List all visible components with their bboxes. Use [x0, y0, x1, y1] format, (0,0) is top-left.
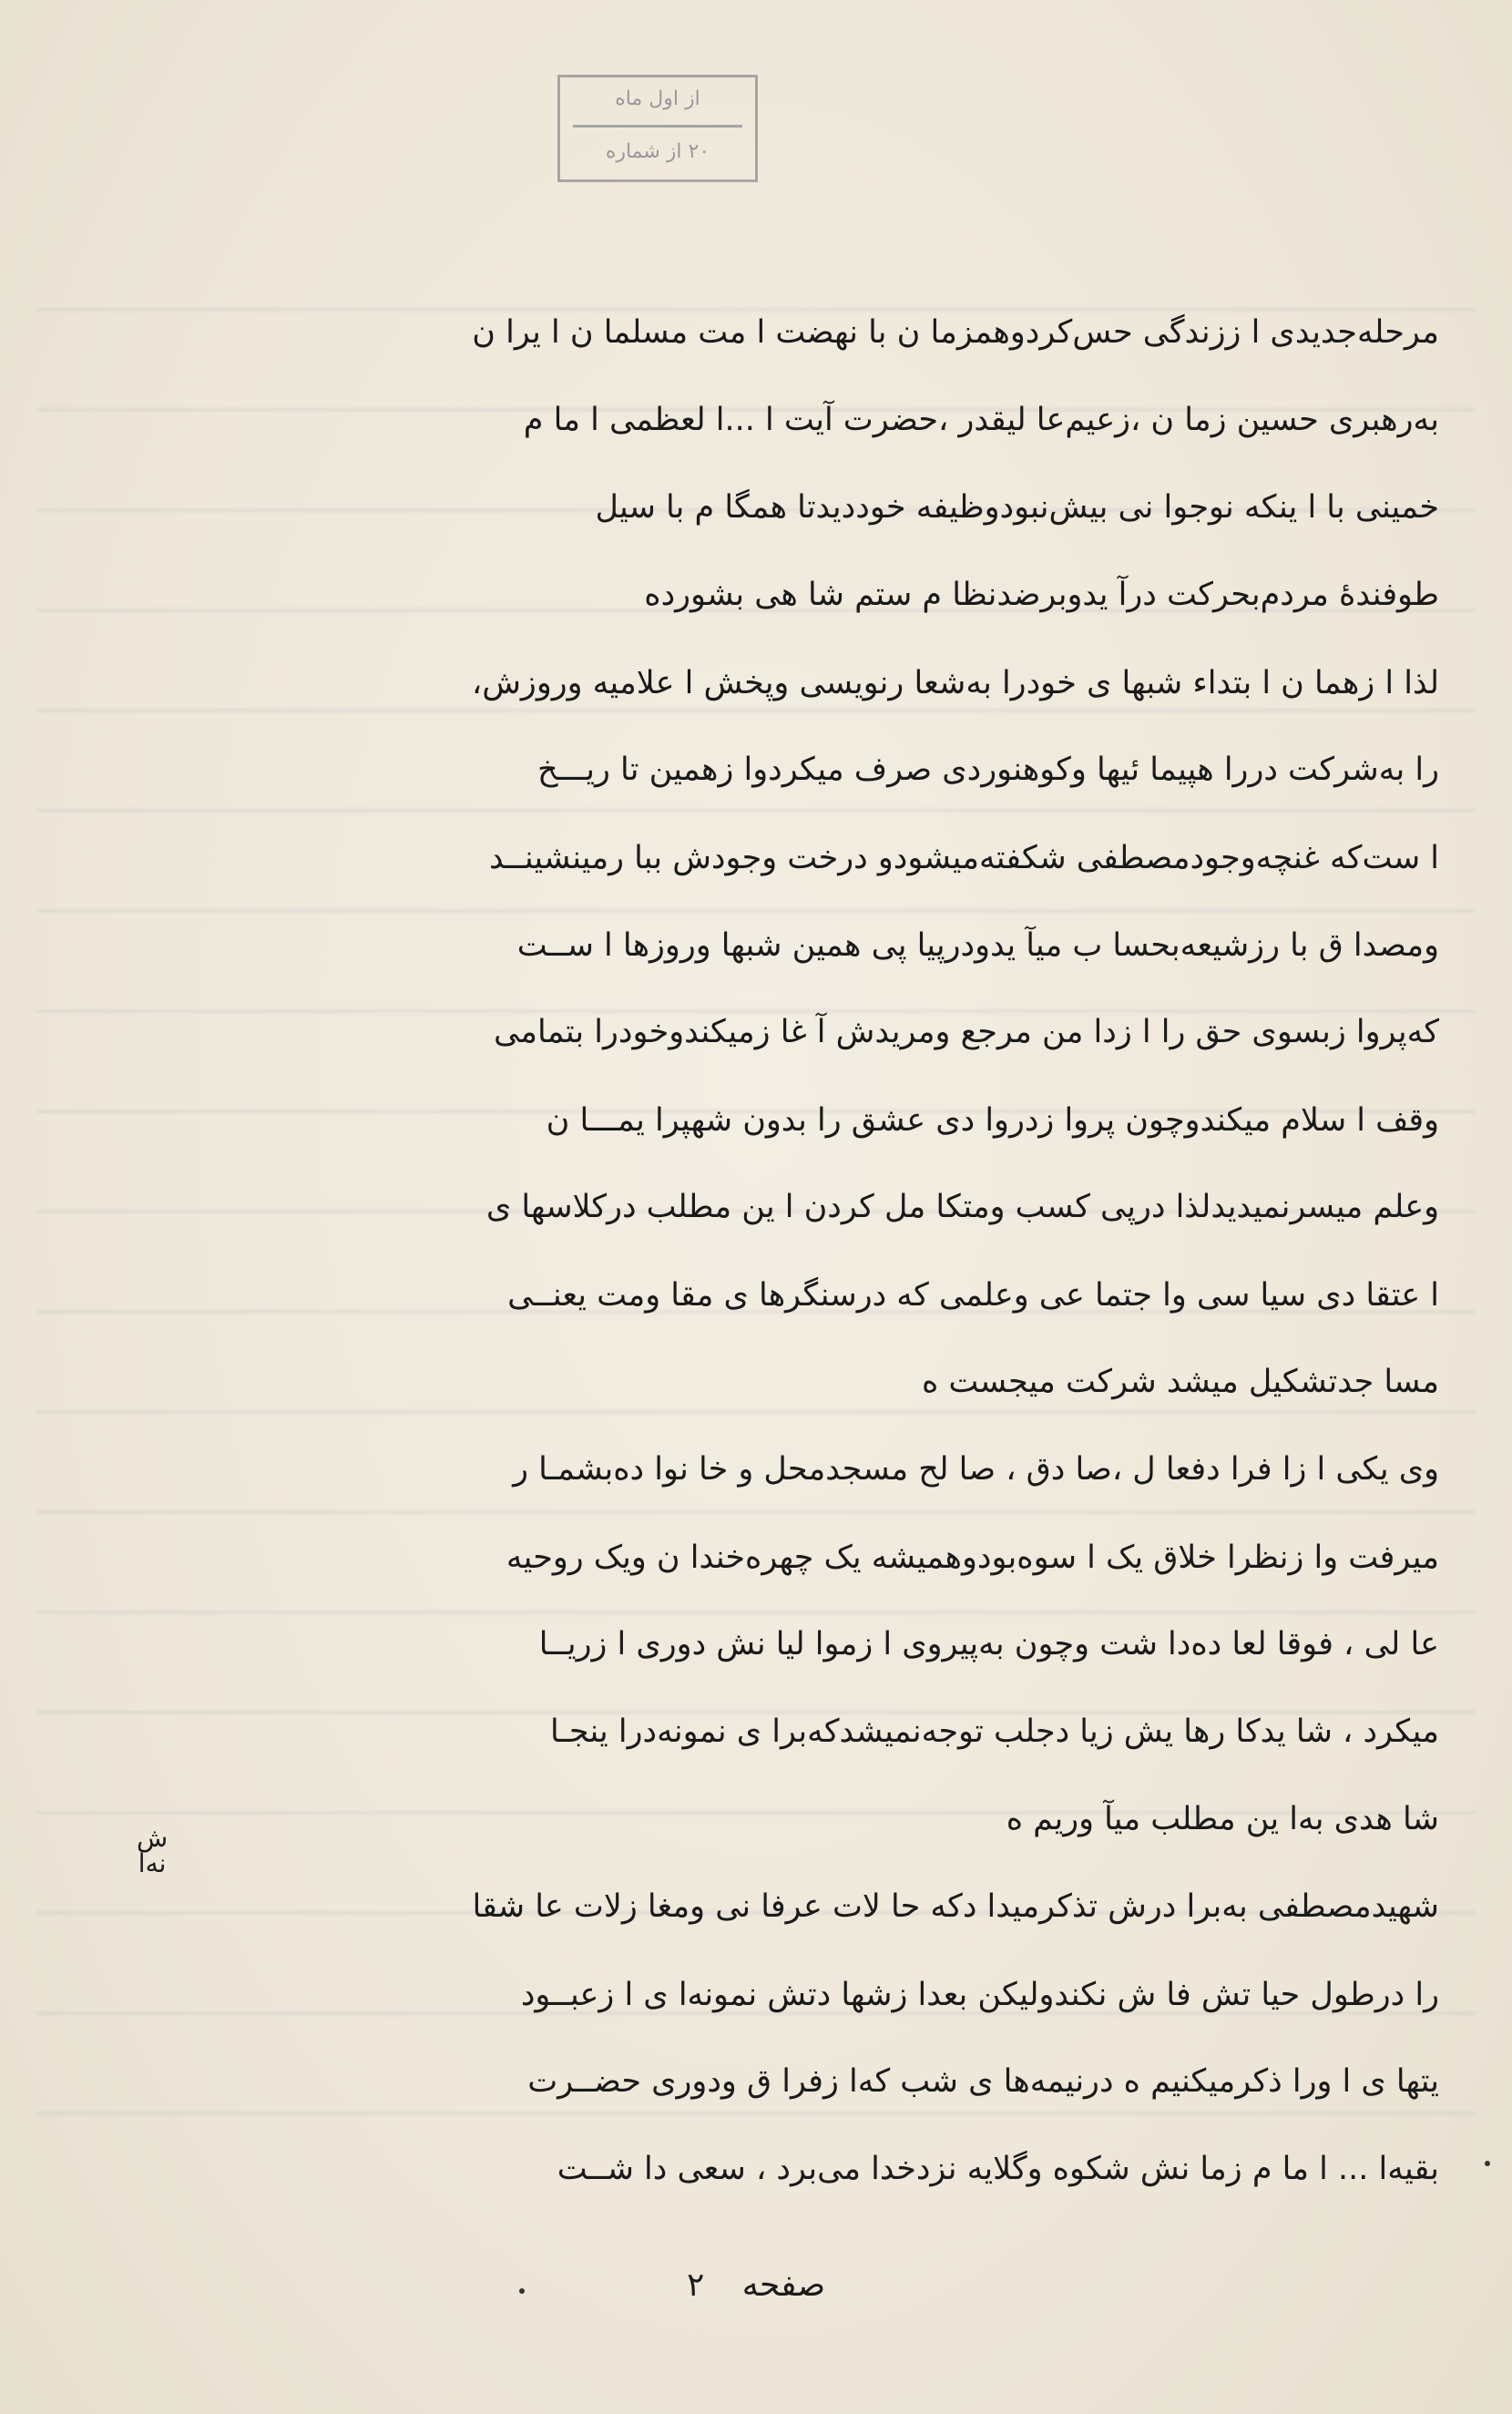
- margin-correction-bottom: نه‌ا: [138, 1848, 167, 1878]
- text-line: به‌رهبری حسین زما ن ،زعیم‌عا لیقدر ،حضرت آیت ا ...ا لعظمی ا ما م: [523, 402, 1439, 438]
- text-line: یتها ی ا ورا ذکرمیکنیم ه درنیمه‌ها ی شب که‌ا زفرا ق ودوری حضــرت: [527, 2063, 1439, 2100]
- text-line: شهیدمصطفی به‌برا درش تذکرمیدا دکه حا لات عرفا نی ومغا زلات عا شقا: [472, 1888, 1439, 1925]
- ink-speck: [519, 2288, 525, 2294]
- text-line: عا لی ، فوقا لعا ده‌دا شت وچون به‌پیروی ا زموا لیا نش دوری ا زریــا: [538, 1626, 1439, 1662]
- text-line: شا هدی به‌ا ین مطلب میآ وریم ه: [1006, 1801, 1439, 1837]
- text-line: مرحله‌جدیدی ا ززندگی حس‌کردوهمزما ن با نهضت ا مت مسلما ن ا یرا ن: [472, 314, 1439, 351]
- text-line: وعلم میسرنمیدیدلذا درپی کسب ومتکا مل کردن ا ین مطلب درکلاسها ی: [485, 1189, 1439, 1225]
- text-line: لذا ا زهما ن ا بتداء شبها ی خودرا به‌شعا رنویسی وپخش ا علامیه وروزش،: [471, 665, 1439, 701]
- text-line: مسا جدتشکیل میشد شرکت میجست ه: [921, 1364, 1439, 1400]
- margin-correction: [137, 1823, 169, 1878]
- stamp-line-2: ۲۰ از شماره: [605, 140, 710, 163]
- stamp-divider: [573, 125, 742, 128]
- archive-stamp: [557, 75, 758, 182]
- page-label: صفحه: [741, 2266, 826, 2304]
- text-line: ومصدا ق با رزشیعه‌بحسا ب میآ یدودرپیا پی همین شبها وروزها ا ســت: [516, 927, 1439, 964]
- text-line: خمینی با ا ینکه نوجوا نی بیش‌نبودوظیفه خوددیدتا همگا م با سیل: [595, 489, 1439, 526]
- text-line: وقف ا سلام میکندوچون پروا زدروا دی عشق را بدون شهپرا یمـــا ن: [546, 1102, 1439, 1139]
- text-line: را درطول حیا تش فا ش نکندولیکن بعدا زشها دتش نمونه‌ا ی ا زعبــود: [520, 1977, 1439, 2013]
- stamp-line-1: از اول ماه: [615, 87, 700, 110]
- ink-speck: [1485, 2161, 1490, 2166]
- text-line: وی یکی ا زا فرا دفعا ل ،صا دق ، صا لح مسجدمحل و خا نوا ده‌بشمـا ر: [513, 1451, 1439, 1488]
- page-footer: [0, 2266, 1512, 2304]
- text-line: ا ست‌که غنچه‌وجودمصطفی شکفته‌میشودو درخت وجودش ببا رمینشینــد: [488, 840, 1439, 876]
- margin-correction-top: ش: [137, 1823, 169, 1853]
- text-line: بقیه‌ا ... ا ما م زما نش شکوه وگلایه نزدخدا می‌برد ، سعی دا شــت: [557, 2151, 1439, 2187]
- text-line: میرفت وا زنظرا خلاق یک ا سوه‌بودوهمیشه یک چهره‌خندا ن ویک روحیه: [506, 1539, 1439, 1576]
- text-line: ا عتقا دی سیا سی وا جتما عی وعلمی که درسنگرها ی مقا ومت یعنــی: [507, 1277, 1439, 1314]
- text-line: که‌پروا زبسوی حق را ا زدا من مرجع ومریدش آ غا زمیکندوخودرا بتمامی: [494, 1014, 1439, 1050]
- text-line: میکرد ، شا یدکا رها یش زیا دجلب توجه‌نمیشدکه‌برا ی نمونه‌درا ینجـا: [549, 1713, 1439, 1750]
- text-line: طوفندهٔ مردم‌بحرکت درآ یدوبرضدنظا م ستم شا هی بشورده: [644, 577, 1439, 613]
- text-line: را به‌شرکت دررا هپیما ئیها وکوهنوردی صرف میکردوا زهمین تا ریـــخ: [536, 752, 1439, 788]
- page-number: ۲: [686, 2266, 705, 2304]
